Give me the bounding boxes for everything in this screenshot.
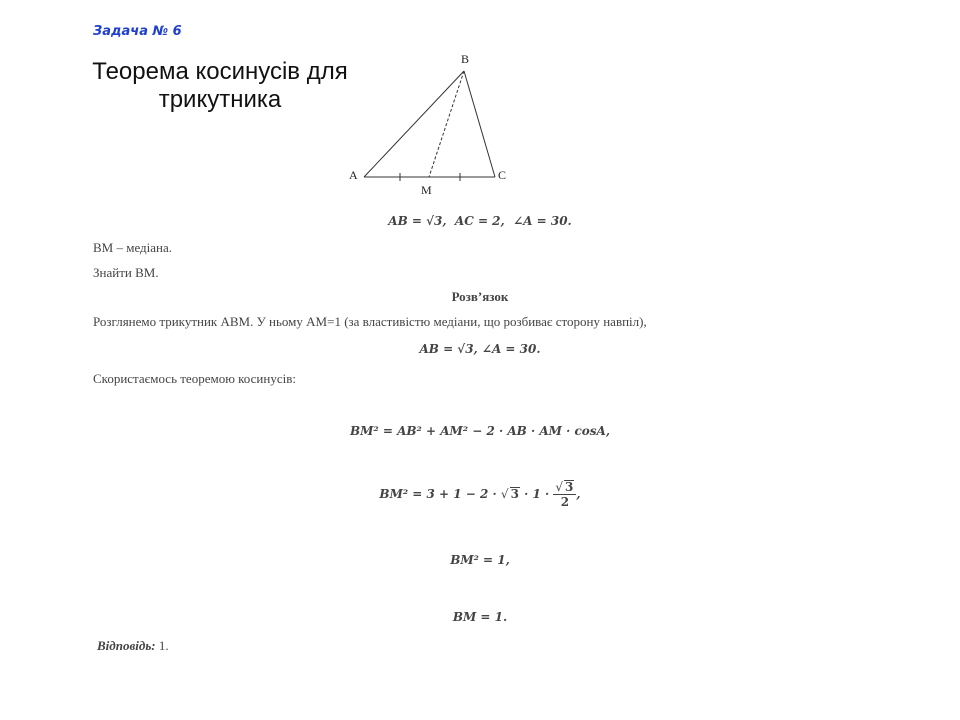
consider-paragraph: Розглянемо трикутник ABM. У ньому AM=1 (за властивістю медіани, що розбиває сторону навпіл), [93, 314, 647, 329]
find-statement: Знайти BM. [93, 265, 159, 280]
side-bc [464, 71, 495, 177]
given-ab: AB = √3, [388, 214, 447, 228]
formula-substitution [0, 480, 960, 509]
task-number-label: Задача № 6 [93, 24, 182, 39]
formula-law-of-cosines: BM² = AB² + AM² − 2 · AB · AM · cosA, [349, 424, 611, 438]
substitution-left: BM² = 3 + 1 − 2 · [379, 487, 501, 501]
answer-line [97, 638, 169, 654]
use-theorem-paragraph: Скористаємось теоремою косинусів: [93, 371, 296, 386]
triangle-diagram [340, 48, 520, 200]
sqrt-symbol: √ [500, 487, 509, 501]
given-angle: ∠A = 30. [513, 214, 572, 228]
slide-title-line-2: трикутника [158, 86, 282, 113]
fraction-numerator: 3 [565, 480, 574, 494]
substitution-sqrt: 3 [510, 487, 519, 501]
given-values [0, 214, 960, 228]
formula-bm-squared: BM² = 1, [450, 553, 510, 567]
substitution-fraction [553, 480, 576, 509]
median-bm [429, 71, 464, 177]
given-ac: AC = 2, [454, 214, 505, 228]
formula-triangle-abm: AB = √3, ∠A = 30. [419, 342, 541, 356]
side-ab [364, 71, 464, 177]
substitution-mid: · 1 · [519, 487, 554, 501]
slide-title [80, 58, 360, 114]
solution-heading: Розв’язок [451, 289, 509, 304]
median-statement: BM – медіана. [93, 240, 173, 255]
sqrt-symbol: √ [555, 480, 564, 494]
answer-value: 1. [155, 638, 169, 653]
formula-bm: BM = 1. [452, 610, 508, 624]
fraction-denominator: 2 [560, 495, 570, 509]
point-label-m: M [421, 183, 432, 197]
vertex-label-a: A [349, 168, 358, 182]
slide-title-line-1: Теорема косинусів для [92, 58, 348, 85]
answer-label: Відповідь: [97, 638, 156, 653]
vertex-label-c: C [498, 168, 507, 182]
vertex-label-b: B [461, 52, 470, 66]
substitution-end: , [576, 487, 581, 501]
